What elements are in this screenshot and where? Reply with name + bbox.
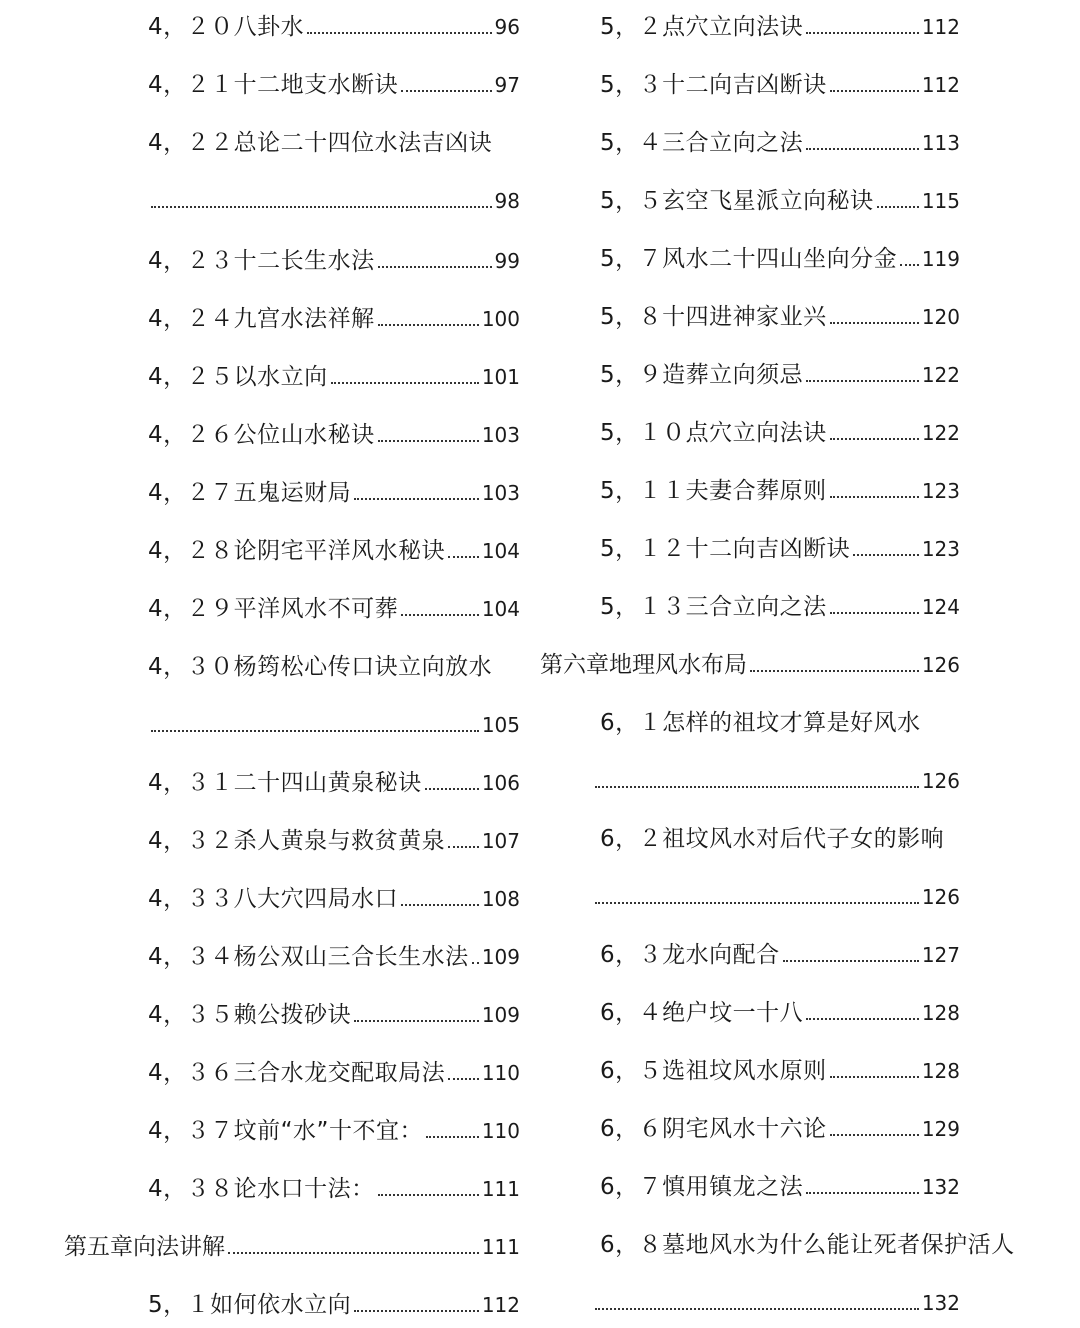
toc-page-number: 106 [481, 771, 520, 795]
dot-leader [354, 1020, 479, 1022]
dot-leader [830, 1076, 919, 1078]
toc-page-number: 97 [494, 73, 520, 97]
dot-leader [877, 206, 919, 208]
dot-leader [595, 902, 919, 904]
toc-entry-title: 4，３８论水口十法： [148, 1176, 375, 1202]
toc-entry[interactable] [600, 466, 960, 506]
toc-entry[interactable] [148, 874, 520, 914]
dot-leader [354, 498, 479, 500]
toc-page-number: 119 [921, 247, 960, 271]
toc-entry-title: 6，７慎用镇龙之法 [600, 1174, 804, 1200]
toc-entry-title: 4，２９平洋风水不可葬 [148, 596, 399, 622]
toc-page-number: 128 [921, 1001, 960, 1025]
toc-page-number: 123 [921, 537, 960, 561]
toc-page-number: 110 [481, 1061, 520, 1085]
toc-entry-title: 5，１０点穴立向法诀 [600, 420, 827, 446]
toc-entry[interactable] [540, 640, 960, 680]
toc-page-number: 99 [494, 249, 520, 273]
dot-leader [900, 264, 919, 266]
toc-entry-title: 4，３７坟前“水”十不宜： [148, 1118, 423, 1144]
toc-page-number: 132 [921, 1175, 960, 1199]
toc-entry-title: 5，１１夫妻合葬原则 [600, 478, 827, 504]
toc-entry[interactable] [148, 642, 580, 682]
dot-leader [830, 612, 919, 614]
dot-leader [331, 382, 479, 384]
toc-entry-title: 4，２２总论二十四位水法吉凶诀 [148, 130, 493, 156]
toc-page-number: 103 [481, 481, 520, 505]
toc-page-number: 96 [494, 15, 520, 39]
dot-leader [401, 614, 479, 616]
toc-entry[interactable] [600, 814, 1020, 854]
toc-entry-title: 5，１如何依水立向 [148, 1292, 352, 1318]
toc-page-number: 126 [921, 885, 960, 909]
toc-page-number: 127 [921, 943, 960, 967]
dot-leader [806, 148, 919, 150]
dot-leader [378, 266, 492, 268]
toc-entry-title: 6，８墓地风水为什么能让死者保护活人 [600, 1232, 1015, 1258]
toc-entry-continuation[interactable] [592, 1278, 960, 1318]
toc-entry[interactable] [600, 292, 960, 332]
toc-entry-title: 4，３５赖公拨砂诀 [148, 1002, 352, 1028]
dot-leader [426, 1136, 479, 1138]
toc-entry[interactable] [148, 294, 520, 334]
toc-page-number: 112 [921, 15, 960, 39]
toc-page-number: 122 [921, 421, 960, 445]
dot-leader [448, 1078, 479, 1080]
toc-entry[interactable] [148, 468, 520, 508]
toc-page-number: 112 [481, 1293, 520, 1317]
dot-leader [425, 788, 479, 790]
dot-leader [307, 32, 491, 34]
toc-entry-continuation[interactable] [592, 756, 960, 796]
toc-page-number: 104 [481, 539, 520, 563]
toc-entry[interactable] [600, 582, 960, 622]
dot-leader [806, 32, 919, 34]
toc-entry[interactable] [600, 1162, 960, 1202]
dot-leader [448, 846, 479, 848]
toc-entry-title: 5，１３三合立向之法 [600, 594, 827, 620]
toc-entry[interactable] [148, 1280, 520, 1320]
toc-page-number: 109 [481, 1003, 520, 1027]
toc-entry-title: 第五章向法讲解 [64, 1234, 225, 1260]
toc-entry-title: 4，２５以水立向 [148, 364, 328, 390]
toc-entry[interactable] [600, 1220, 1020, 1260]
toc-entry[interactable] [600, 698, 1020, 738]
toc-entry-title: 4，３６三合水龙交配取局法 [148, 1060, 446, 1086]
toc-page-number: 104 [481, 597, 520, 621]
toc-entry-title: 6，４绝户坟一十八 [600, 1000, 804, 1026]
toc-page-number: 107 [481, 829, 520, 853]
toc-page-number: 111 [481, 1235, 520, 1259]
toc-entry-title: 5，２点穴立向法诀 [600, 14, 804, 40]
dot-leader [448, 556, 479, 558]
dot-leader [472, 962, 479, 964]
dot-leader [595, 1308, 919, 1310]
toc-entry[interactable] [148, 990, 520, 1030]
toc-entry[interactable] [148, 758, 520, 798]
toc-entry-title: 第六章地理风水布局 [540, 652, 747, 678]
dot-leader [806, 1192, 919, 1194]
dot-leader [783, 960, 919, 962]
toc-entry[interactable] [148, 1106, 520, 1146]
toc-entry[interactable] [600, 988, 960, 1028]
toc-entry[interactable] [600, 524, 960, 564]
toc-page-number: 128 [921, 1059, 960, 1083]
toc-entry-title: 5，５玄空飞星派立向秘诀 [600, 188, 874, 214]
toc-page-number: 105 [481, 713, 520, 737]
toc-entry[interactable] [600, 60, 960, 100]
toc-entry-title: 4，２７五鬼运财局 [148, 480, 352, 506]
toc-entry[interactable] [600, 176, 960, 216]
toc-entry[interactable] [148, 60, 520, 100]
toc-page-number: 108 [481, 887, 520, 911]
toc-page-number: 122 [921, 363, 960, 387]
toc-page-number: 110 [481, 1119, 520, 1143]
dot-leader [401, 904, 479, 906]
toc-entry-title: 4，２８论阴宅平洋风水秘诀 [148, 538, 446, 564]
toc-entry-title: 4，３１二十四山黄泉秘诀 [148, 770, 422, 796]
toc-page-number: 115 [921, 189, 960, 213]
toc-entry-title: 6，２祖坟风水对后代子女的影响 [600, 826, 945, 852]
toc-entry[interactable] [148, 816, 520, 856]
dot-leader [806, 380, 919, 382]
toc-page-number: 101 [481, 365, 520, 389]
toc-entry-title: 5，１２十二向吉凶断诀 [600, 536, 851, 562]
toc-entry-title: 5，８十四进神家业兴 [600, 304, 827, 330]
toc-entry[interactable] [600, 350, 960, 390]
toc-page-number: 129 [921, 1117, 960, 1141]
toc-entry[interactable] [148, 526, 520, 566]
dot-leader [830, 438, 919, 440]
toc-entry-title: 4，３４杨公双山三合长生水法 [148, 944, 469, 970]
toc-entry-title: 6，３龙水向配合 [600, 942, 780, 968]
dot-leader [354, 1310, 479, 1312]
dot-leader [151, 206, 492, 208]
dot-leader [806, 1018, 919, 1020]
toc-page-number: 123 [921, 479, 960, 503]
dot-leader [830, 1134, 919, 1136]
dot-leader [151, 730, 479, 732]
toc-entry-title: 4，２０八卦水 [148, 14, 305, 40]
toc-page-number: 132 [921, 1291, 960, 1315]
dot-leader [401, 90, 491, 92]
dot-leader [595, 786, 919, 788]
toc-entry-title: 4，３３八大穴四局水口 [148, 886, 399, 912]
dot-leader [228, 1252, 479, 1254]
dot-leader [830, 496, 919, 498]
toc-page-number: 124 [921, 595, 960, 619]
toc-entry[interactable] [600, 2, 960, 42]
toc-page-number: 109 [481, 945, 520, 969]
toc-entry[interactable] [600, 234, 960, 274]
toc-entry-title: 4，２３十二长生水法 [148, 248, 375, 274]
toc-entry-title: 4，２６公位山水秘诀 [148, 422, 375, 448]
toc-entry[interactable] [148, 1048, 520, 1088]
dot-leader [750, 670, 919, 672]
toc-entry[interactable] [148, 932, 520, 972]
toc-page-number: 113 [921, 131, 960, 155]
toc-entry-title: 5，７风水二十四山坐向分金 [600, 246, 898, 272]
toc-entry-title: 4，３２杀人黄泉与救贫黄泉 [148, 828, 446, 854]
toc-entry[interactable] [600, 1104, 960, 1144]
toc-entry-continuation[interactable] [148, 176, 520, 216]
toc-page-number: 100 [481, 307, 520, 331]
toc-entry[interactable] [148, 352, 520, 392]
toc-entry[interactable] [148, 410, 520, 450]
toc-entry-title: 4，２４九宫水法祥解 [148, 306, 375, 332]
toc-entry-title: 6，１怎样的祖坟才算是好风水 [600, 710, 921, 736]
dot-leader [378, 324, 479, 326]
toc-entry[interactable] [148, 2, 520, 42]
toc-entry[interactable] [148, 236, 520, 276]
toc-entry[interactable] [600, 1046, 960, 1086]
toc-entry[interactable] [600, 118, 960, 158]
toc-entry[interactable] [64, 1222, 520, 1262]
toc-entry-continuation[interactable] [592, 872, 960, 912]
dot-leader [830, 322, 919, 324]
toc-entry[interactable] [148, 118, 580, 158]
dot-leader [830, 90, 919, 92]
toc-page-number: 126 [921, 769, 960, 793]
toc-page-number: 98 [494, 189, 520, 213]
toc-page-number: 111 [481, 1177, 520, 1201]
toc-entry[interactable] [600, 408, 960, 448]
toc-entry-continuation[interactable] [148, 700, 520, 740]
dot-leader [378, 440, 479, 442]
toc-page-number: 120 [921, 305, 960, 329]
toc-entry-title: 5，４三合立向之法 [600, 130, 804, 156]
toc-entry-title: 6，６阴宅风水十六论 [600, 1116, 827, 1142]
toc-page-number: 103 [481, 423, 520, 447]
toc-entry-title: 4，２１十二地支水断诀 [148, 72, 399, 98]
toc-entry[interactable] [148, 1164, 520, 1204]
toc-page-number: 112 [921, 73, 960, 97]
toc-entry-title: 5，９造葬立向须忌 [600, 362, 804, 388]
dot-leader [853, 554, 919, 556]
dot-leader [378, 1194, 479, 1196]
toc-entry-title: 4，３０杨筠松心传口诀立向放水 [148, 654, 493, 680]
toc-entry[interactable] [148, 584, 520, 624]
toc-entry-title: 5，３十二向吉凶断诀 [600, 72, 827, 98]
toc-entry-title: 6，５选祖坟风水原则 [600, 1058, 827, 1084]
toc-page-number: 126 [921, 653, 960, 677]
toc-entry[interactable] [600, 930, 960, 970]
